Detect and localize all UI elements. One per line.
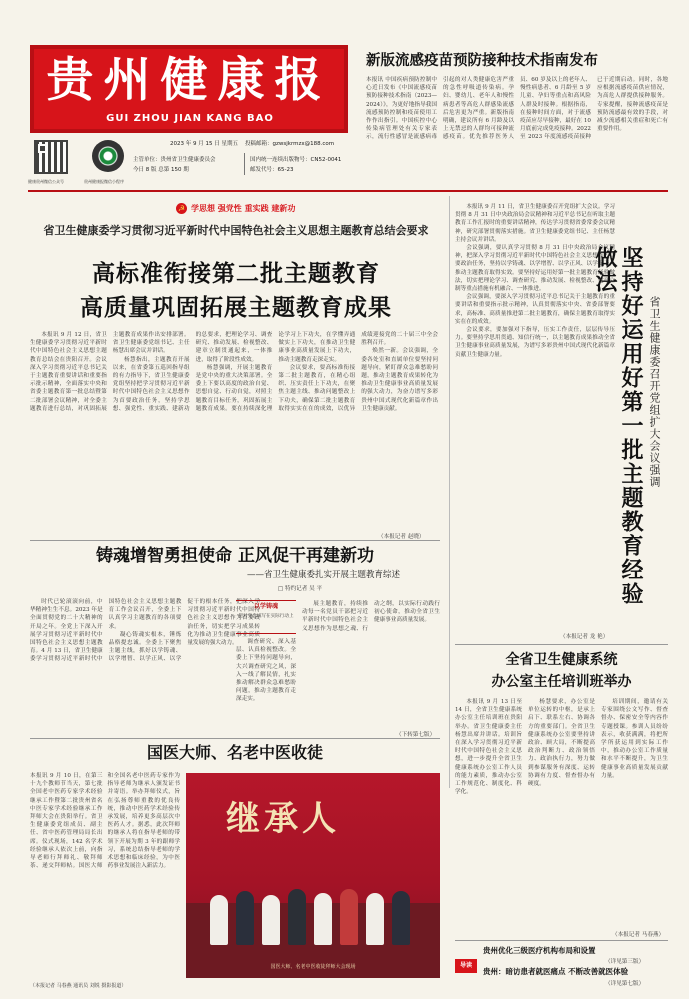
person	[392, 891, 410, 945]
guide-item-1[interactable]: 贵州优化三级医疗机构布局和设置	[483, 946, 596, 955]
party-banner	[176, 203, 356, 215]
lead-body	[30, 331, 438, 531]
lead-headline-1: 高标准衔接第二批主题教育	[92, 260, 380, 287]
masthead-title: 贵州健康报	[46, 53, 332, 108]
qr-code-miniprogram	[92, 140, 124, 172]
lead-kicker: 省卫生健康委学习贯彻习近平新时代中国特色社会主义思想主题教育总结会要求	[43, 224, 429, 237]
masters-photo	[186, 773, 440, 978]
side-story-author: （本报记者 龙 艳）	[560, 634, 609, 640]
sponsor: 主管单位：贵州省卫生健康委员会	[133, 157, 216, 163]
lead-paragraph: 杨慧指出，主题教育开展以来，在省委第五巡回指导组的有力指导下，省卫生健康委党组坚持把学习贯彻习近平新时代中国特色社会主义思想作为首要政治任务，坚持学思想、强党性、重实践、建新功的总要求，把理论学习、调查研究、推动发展、检视整改、建章立制贯通起来，一体推进，取得了阶段性成效。	[112, 332, 273, 412]
photo-people	[200, 881, 426, 951]
side-paragraph: 会议要求，要加强对下指导，压实工作责任，层层传导压力。要坚持学思用贯通、知信行统一，以主题教育成果推动全省卫生健康事业高质量发展，为谱写多彩贵州中国式现代化新篇章贡献卫生健康力量。	[455, 327, 615, 358]
guide-label: 导读	[455, 959, 477, 973]
feature-subhead: ——省卫生健康委扎实开展主题教育综述	[246, 570, 400, 580]
feature-paragraph: 凝心铸魂实根本，锤炼品格提忠诚。全委上下聚焦主题主线，抓好以学铸魂、以学增智、以学正风、以学促干的根本任务，把深入学习贯彻习近平新时代中国特色社会主义思想作为首要政治任务，切实把学习成果转化为推动卫生健康事业高质量发展的强大动力。	[108, 599, 260, 663]
qr-code-wechat	[34, 140, 68, 174]
side-story-body	[455, 203, 615, 621]
photo-caption: 国医大师、名老中医收徒拜师大会现场	[270, 964, 356, 970]
side-paragraph: 会议强调，要认真学习贯彻 8 月 31 日中央政治局会议精神，把深入学习贯彻习近平新时代中国特色社会主义思想作为首要政治任务，坚持以学铸魂、以学增智、以学正风、以学促干，推动主题教育取得实效。要坚持好运用好第一批主题教育经验做法，切实把理论学习、调查研究、推动发展、检视整改、建章立制等重点措施有机融合、一体推进。	[455, 245, 615, 293]
feature-body-right	[302, 600, 440, 730]
qr2-caption: 贵州健康报微信小程序	[84, 179, 124, 184]
feature-paragraph: 调查研究、深入基层、认真检视整改。全委上下坚持问题导向，大兴调查研究之风，深入一线了解民情，扎实推动解决群众急难愁盼问题，推动主题教育走深走实。	[236, 639, 296, 703]
guide-item-2[interactable]: 贵州：暗访患者就医痛点 不断改善就医体验	[483, 967, 629, 976]
masthead	[30, 45, 348, 133]
callout-title: 以学铸魂	[253, 603, 278, 610]
training-paragraph: 本报讯 9 月 13 日至 14 日，全省卫生健康系统办公室主任培训班在贵阳举办。省卫生健康委主任杨慧出席并讲话。培训旨在深入学习贯彻习近平新时代中国特色社会主义思想，进一步提升全省卫生健康系统办公室工作人员的能力素质，推动办公室工作规范化、制度化、科学化。	[455, 699, 522, 796]
feature-body-left	[30, 598, 260, 728]
person	[262, 895, 280, 945]
lead-paragraph: 杨慧强调，开展主题教育是党中央的重大决策部署。全委上下要以高度的政治自觉、思想自觉、行动自觉，对照主题教育目标任务，巩固拓展主题教育成果。要在持续深化理论学习上下功夫，在学懂弄通做实上下功夫，在推动卫生健康事业高质量发展上下功夫，推动主题教育走深走实。	[195, 332, 356, 412]
training-paragraph: 杨慧要求，办公室是单位运转的中枢，是承上启下、联系左右、协调各方的重要部门。全省卫生健康系统办公室要坚持讲政治、顾大局，不断提高政治判断力、政治领悟力、政治执行力，努力做到参谋服务有深度、运转协调有力度、督查督办有硬度。	[528, 699, 595, 788]
training-body	[455, 698, 668, 926]
side-story-subhead: 省卫生健康委召开党组扩大会议强调	[648, 296, 661, 488]
feature-headline: 铸魂增智勇担使命 正风促干再建新功	[96, 546, 374, 566]
guide-item-1-page: （详见第三版）	[605, 959, 645, 965]
side-paragraph: 会议强调，要深入学习贯彻习近平总书记关于主题教育的重要讲话和重要指示批示精神，认真贯彻落实中央、省委部署要求，高标准、高质量推进第二批主题教育，确保主题教育取得实实在在的成效。	[455, 294, 615, 325]
guide-item-2-page: （详见第七版）	[605, 981, 645, 987]
top-story-headline: 新版流感疫苗预防接种技术指南发布	[366, 52, 598, 69]
masthead-pinyin: GUI ZHOU JIAN KANG BAO	[106, 113, 274, 124]
date-line: 2023 年 9 月 15 日 星期五	[170, 141, 238, 147]
training-paragraph: 培训期间，邀请有关专家围绕公文写作、督查督办、保密安全等内容作专题授课。参训人员纷纷表示，收获满满，将把所学所获运用到实际工作中，推动办公室工作质量和水平不断提升，为卫生健康事业高质量发展贡献力量。	[601, 699, 668, 779]
masters-body: 本报讯 9 月 10 日，在第三十九个教师节当天，第七批全国老中医药专家学术经验继承工作暨第二批贵州省名中医专家学术经验继承工作拜师大会在贵阳举行。省卫生健康委党组成员、副主任、省中医药管理局局长出席。仪式现场，142 名学术经验继承人依次上前，向指导老师行拜师礼、敬拜师茶、递交拜师帖。国医大师和全国名老中医药专家作为指导老师为继承人颁发证书并寄语。举办拜师仪式，旨在弘扬尊师重教的优良传统，推动中医药学术经验传承发展，培养更多高层次中医药人才。据悉，此次拜师的继承人将在指导老师的带领下开展为期 3 年的跟师学习，系统总结指导老师的学术思想和临床经验，为中医药事业发展注入新活力。	[30, 773, 180, 870]
feature-continued: （下转第七版）	[396, 732, 436, 738]
lead-paragraph: 焕然一新。会议强调，全委各处室和直属单位要坚持问题导向，紧盯群众急难愁盼问题，推动主题教育成果转化为推动卫生健康事业高质量发展的强大动力，为奋力谱写多彩贵州中国式现代化新篇章作出卫生健康贡献。	[361, 348, 438, 412]
masters-headline: 国医大师、名老中医收徒	[146, 743, 323, 762]
feature-paragraph: 展主题教育，持续推动每一名党员干部把习近平新时代中国特色社会主义思想作为思想之魂、行动之纲，以实际行动践行初心使命，推动全省卫生健康事业高质量发展。	[302, 601, 440, 632]
person	[210, 895, 228, 945]
mail-code: 邮发代号：65-23	[250, 167, 294, 173]
person	[314, 893, 332, 945]
callout-text: 把对党忠诚写在实际行动上	[238, 614, 294, 619]
feature-callout	[236, 600, 296, 634]
feature-paragraph: 时代已轮滚滚向前，中华精神生生不息。2023 年是全面贯彻党的二十大精神的开局之年。全党上下深入开展学习贯彻习近平新时代中国特色社会主义思想主题教育。4 月 13 日，省卫生健康委学习贯彻习近平新时代中国特色社会主义思想主题教育工作会议召开，全委上下认真学习主题教育的各项要求。	[30, 599, 182, 663]
lead-author: （本报记者 赵晓）	[378, 534, 425, 540]
cn-number: 国内统一连续出版物号：CN52-0041	[250, 157, 342, 163]
guide-box	[455, 940, 668, 994]
party-slogan: 学思想 强党性 重实践 建新功	[191, 203, 296, 213]
lead-headline-2: 高质量巩固拓展主题教育成果	[80, 294, 392, 321]
lead-paragraph: 本报讯 9 月 12 日，省卫生健康委学习贯彻习近平新时代中国特色社会主义思想主题教育总结会在贵阳召开。会议深入学习贯彻习近平总书记关于主题教育重要讲话和重要指示批示精神，全面落实中央和省委主题教育第一批总结暨第二批部署会议精神，对全委主题教育进行总结，对巩固拓展主题教育成果作出安排部署。省卫生健康委党组书记、主任杨慧出席会议并讲话。	[30, 332, 190, 412]
masters-byline: （本报记者 马春燕 通讯员 刘锐 摄影报道）	[30, 983, 127, 989]
training-headline-1-visible: 全省卫生健康系统	[505, 652, 618, 668]
person	[236, 891, 254, 945]
person	[288, 889, 306, 945]
side-story-headline: 坚持好运用好第一批主题教育经验做法	[592, 246, 644, 606]
feature-body-mid	[236, 638, 296, 730]
submit-email: 投稿邮箱：gzwsjkrmzx@188.com	[245, 141, 335, 147]
person	[366, 893, 384, 945]
top-story-body: 本报讯 中国疾病预防控制中心近日发布《中国流感疫苗预防接种技术指南（2023—2024）》，为更好地指导我国流感预防控制和疫苗使用工作作出指引。中国疾控中心传染病管理处有关专家表示，流行性感冒是流感病毒引起的对人类健康危害严重的急性呼吸道传染病。孕妇、婴幼儿、老年人和慢性病患者等高危人群感染流感后危害更为严重。新版指南明确，建议所有 6 月龄及以上无禁忌的人群均可接种流感疫苗。优先推荐医务人员、60 岁及以上的老年人、慢性病患者、6 月龄至 5 岁儿童、孕妇等重点和高风险人群及时接种。根据指南，在接种时间方面，对于流感疫苗应尽早接种，最好在 10 月底前完成免疫接种。2022 至 2023 年度流感疫苗接种已于近期启动。同时，各地应根据流感疫苗供应情况，为高危人群提供接种服务。专家提醒，接种流感疫苗是预防流感最有效的手段，对减少流感相关重症和死亡有重要作用。	[366, 77, 668, 141]
issue-number: 今日 8 版 总第 150 期	[133, 167, 189, 173]
party-emblem-icon: ☭	[177, 204, 186, 213]
photo-banner-text: 继承人	[226, 799, 340, 839]
feature-byline: □ 特约记者 吴 平	[277, 586, 323, 592]
qr1-caption: 健康贵州微信公众号	[28, 179, 64, 184]
training-author: （本报记者 马春燕）	[612, 932, 665, 938]
training-headline-2: 办公室主任培训班举办	[491, 674, 632, 690]
side-paragraph: 本报讯 9 月 11 日，省卫生健康委召开党组扩大会议。学习贯彻 8 月 31 日中央政治局会议精神和习近平总书记在听取主题教育工作汇报时的重要讲话精神，传达学习贯彻省委常委会议精神，研究部署贯彻落实措施。省卫生健康委党组书记、主任杨慧主持会议并讲话。	[455, 204, 615, 243]
person	[340, 889, 358, 945]
lead-paragraph: 会议要求，要高标准衔接第二批主题教育，在精心组织、压实责任上下功夫，在聚焦主题主线、推动问题整改上下功夫，确保第二批主题教育取得实实在在的成效，以优异成绩迎接党的二十届三中全会胜利召开。	[278, 332, 438, 412]
